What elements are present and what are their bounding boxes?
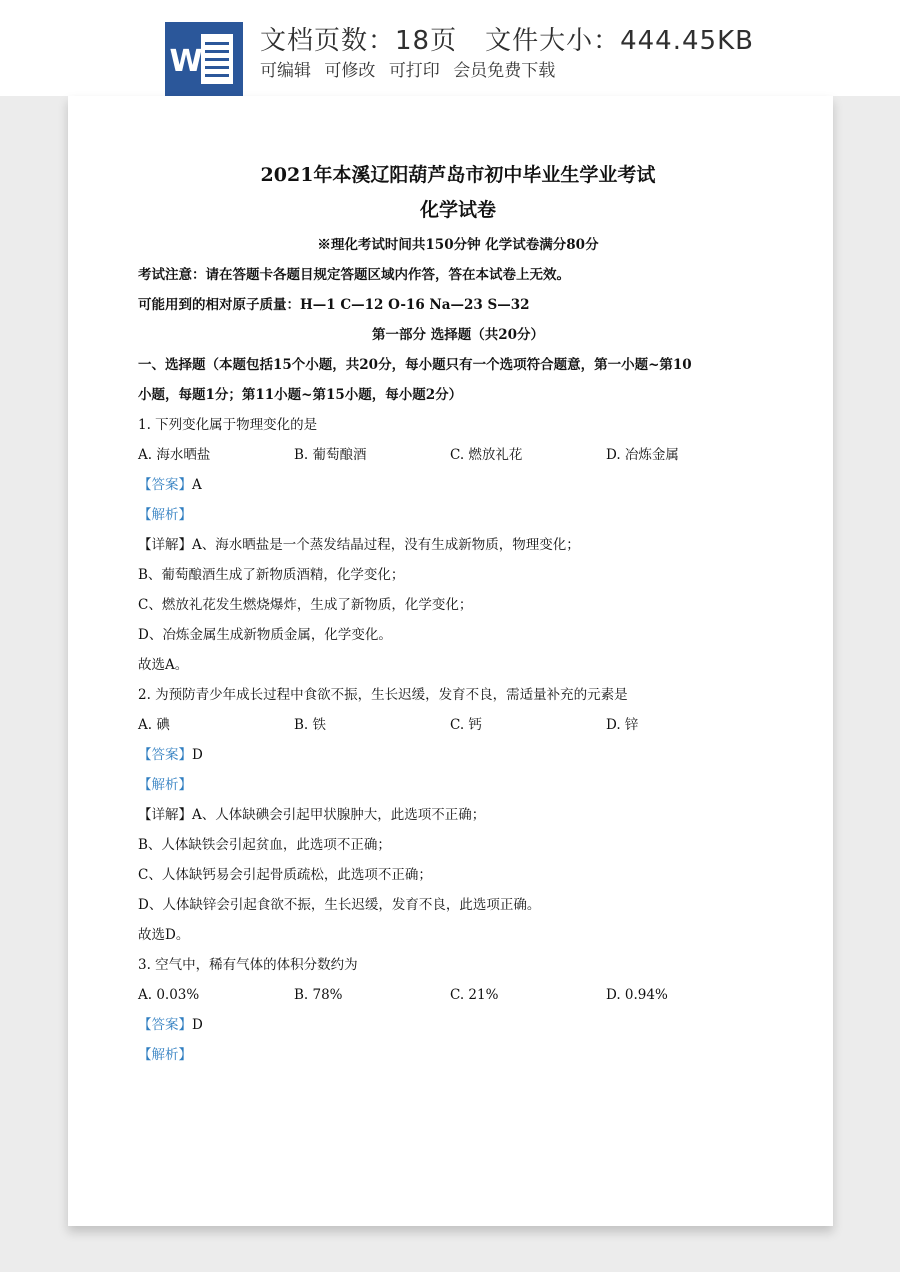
question-1-analysis: 【解析】 (138, 507, 192, 523)
question-2-options (138, 710, 778, 740)
word-icon-letter: W (169, 44, 203, 79)
question-2-detail-a (138, 800, 778, 830)
option-d: D. 冶炼金属 (606, 447, 679, 463)
option-d: D. 锌 (606, 717, 639, 733)
option-c: C. 燃放礼花 (450, 447, 523, 463)
document-page (68, 96, 833, 1226)
detail-tag: 【详解】 (138, 807, 192, 823)
question-1-detail-b: B、葡萄酿酒生成了新物质酒精，化学变化； (138, 567, 405, 583)
word-document-icon (165, 22, 243, 96)
question-1-detail-d: D、冶炼金属生成新物质金属，化学变化。 (138, 627, 392, 643)
question-2-analysis: 【解析】 (138, 777, 192, 793)
file-info (260, 20, 754, 57)
exam-notice: 考试注意：请在答题卡各题目规定答题区域内作答，答在本试卷上无效。 (138, 267, 570, 283)
question-2-detail-b: B、人体缺铁会引起贫血，此选项不正确； (138, 837, 391, 853)
doc-title: 2021年本溪辽阳葫芦岛市初中毕业生学业考试 (260, 164, 656, 186)
feature-modifiable: 可修改 (324, 61, 376, 81)
time-note: ※理化考试时间共150分钟 化学试卷满分80分 (317, 237, 599, 253)
page-count: 文档页数：18页 (260, 26, 458, 56)
question-1-detail-a (138, 530, 778, 560)
option-a: A. 碘 (138, 717, 170, 733)
answer-value: D (192, 1017, 203, 1033)
question-3-answer (138, 1010, 778, 1040)
part-heading: 第一部分 选择题（共20分） (372, 327, 544, 343)
answer-value: D (192, 747, 203, 763)
question-3-analysis: 【解析】 (138, 1047, 192, 1063)
question-1-answer (138, 470, 778, 500)
option-c: C. 21% (450, 987, 499, 1003)
answer-value: A (192, 477, 202, 493)
question-1-conclusion: 故选A。 (138, 657, 189, 673)
section-heading-line2: 小题，每题1分；第11小题~第15小题，每小题2分） (138, 387, 463, 403)
feature-member-free: 会员免费下载 (453, 61, 556, 81)
answer-tag: 【答案】 (138, 477, 192, 493)
question-2-detail-d: D、人体缺锌会引起食欲不振，生长迟缓，发育不良，此选项正确。 (138, 897, 541, 913)
question-3-stem: 3. 空气中，稀有气体的体积分数约为 (138, 957, 358, 973)
download-header (0, 0, 900, 96)
section-heading-line1: 一、选择题（本题包括15个小题，共20分，每小题只有一个选项符合题意，第一小题~第10 (138, 357, 692, 373)
option-b: B. 78% (294, 987, 343, 1003)
feature-editable: 可编辑 (260, 61, 311, 81)
question-2-detail-c: C、人体缺钙易会引起骨质疏松，此选项不正确； (138, 867, 432, 883)
detail-tag: 【详解】 (138, 537, 192, 553)
question-2-stem: 2. 为预防青少年成长过程中食欲不振，生长迟缓，发育不良，需适量补充的元素是 (138, 687, 628, 703)
option-b: B. 葡萄酿酒 (294, 447, 367, 463)
detail-text: A、人体缺碘会引起甲状腺肿大，此选项不正确； (192, 807, 486, 823)
feature-printable: 可打印 (388, 61, 440, 81)
option-a: A. 0.03% (138, 987, 200, 1003)
detail-text: A、海水晒盐是一个蒸发结晶过程，没有生成新物质，物理变化； (192, 537, 580, 553)
file-size: 文件大小：444.45KB (485, 26, 754, 56)
doc-subtitle: 化学试卷 (419, 199, 496, 221)
option-b: B. 铁 (294, 717, 327, 733)
document-content (138, 160, 778, 1070)
question-2-answer (138, 740, 778, 770)
answer-tag: 【答案】 (138, 1017, 192, 1033)
option-c: C. 钙 (450, 717, 482, 733)
question-1-detail-c: C、燃放礼花发生燃烧爆炸，生成了新物质，化学变化； (138, 597, 473, 613)
option-a: A. 海水晒盐 (138, 447, 211, 463)
feature-list (260, 56, 563, 81)
atomic-mass: 可能用到的相对原子质量：H—1 C—12 O-16 Na—23 S—32 (138, 297, 530, 313)
option-d: D. 0.94% (606, 987, 668, 1003)
answer-tag: 【答案】 (138, 747, 192, 763)
question-3-options (138, 980, 778, 1010)
question-1-options (138, 440, 778, 470)
question-2-conclusion: 故选D。 (138, 927, 190, 943)
question-1-stem: 1. 下列变化属于物理变化的是 (138, 417, 318, 433)
